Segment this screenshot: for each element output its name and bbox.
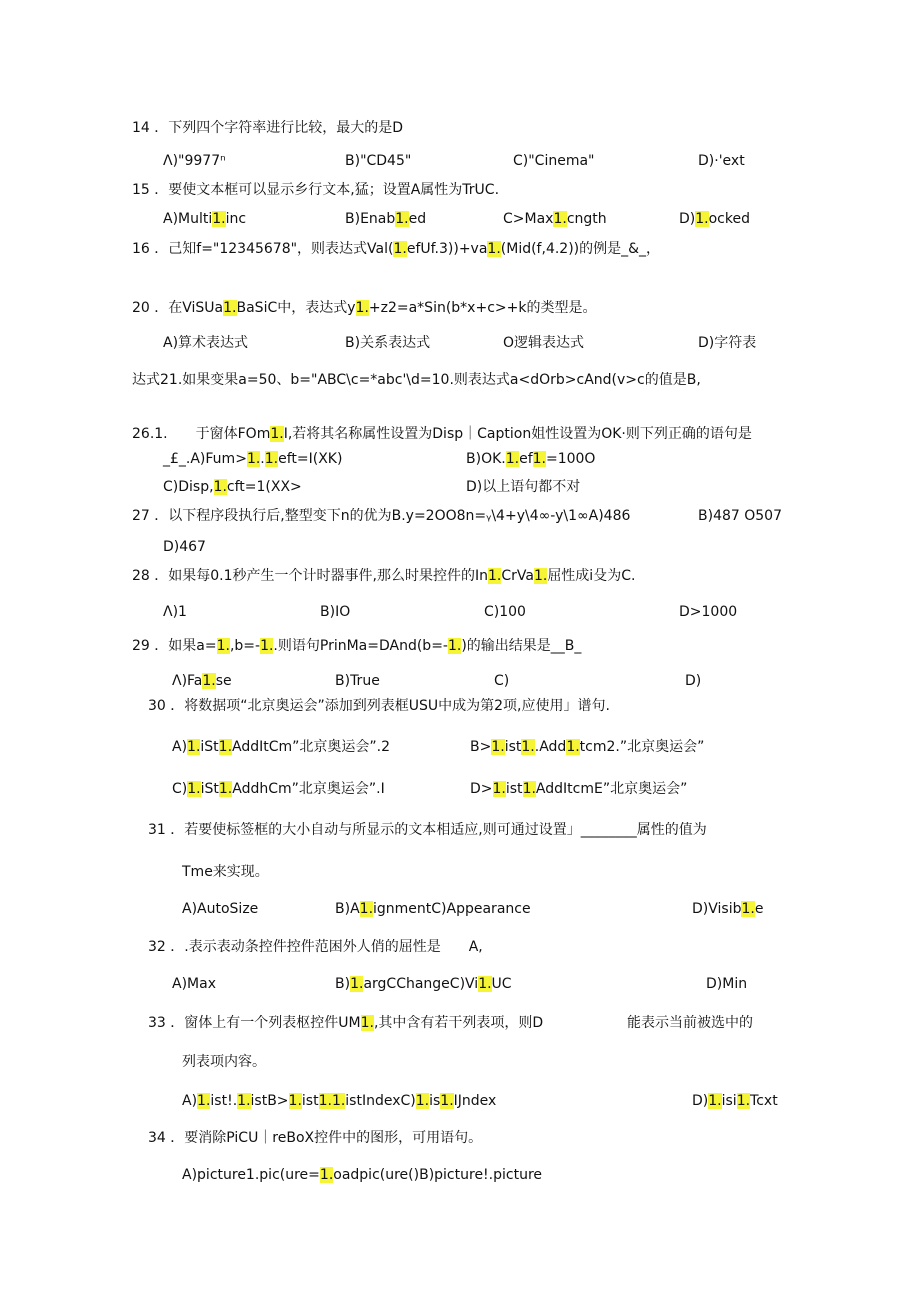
text-segment: Tcxt (750, 1093, 778, 1109)
text-segment: 27 ．以下程序段执行后,整型变下n的优为 (132, 508, 392, 524)
text-segment: 29 ．如果a= (132, 638, 217, 654)
text-segment: C)"Cinema" (513, 153, 595, 169)
text-segment: A (410, 182, 421, 198)
text-segment: B)关系表达式 (345, 335, 431, 351)
text-line (172, 737, 390, 757)
text-segment: 屈性成i殳为 (547, 568, 622, 584)
text-segment: .y=2OO8n=ᵧ\4+y\4∞-y\1∞A)486 (401, 508, 631, 524)
text-line (163, 477, 302, 497)
text-segment: B)IO (320, 604, 351, 620)
text-segment: 20 ．在ViSUa (132, 300, 224, 316)
text-line (685, 671, 701, 691)
text-segment: A) (172, 739, 188, 755)
text-line (148, 1013, 543, 1033)
text-segment: C (621, 568, 631, 584)
text-segment: ed (408, 211, 427, 227)
text-segment: 15 ．要使文本框可以显示乡行文本,猛；设置 (132, 182, 411, 198)
text-segment: 31 ．若要使标签框的大小自动与所显示的文本相适应,则可通过设置」________属性的值为 (148, 822, 707, 838)
highlighted-text: 1. (218, 781, 233, 797)
highlighted-text: 1. (197, 1093, 211, 1109)
text-segment: A)Max (172, 976, 216, 992)
text-segment: =100O (545, 451, 596, 467)
highlighted-text: 1. (264, 451, 279, 467)
highlighted-text: 1. (318, 1093, 332, 1109)
text-segment: D)·'ext (698, 153, 745, 169)
text-segment: D)Visib (692, 901, 742, 917)
text-segment: .则语句PrinMa=DAnd(b=- (273, 638, 448, 654)
text-line (163, 449, 342, 469)
text-line (692, 1091, 778, 1111)
text-line (345, 151, 411, 171)
text-segment: D)467 (163, 539, 206, 555)
text-line (698, 333, 756, 353)
highlighted-text: 1. (360, 1015, 374, 1031)
text-segment: ignmentC)Appearance (373, 901, 531, 917)
text-segment: 属性为TrUC. (420, 182, 500, 198)
highlighted-text: 1. (187, 739, 201, 755)
text-line (172, 779, 385, 799)
text-segment: ist (301, 1093, 319, 1109)
text-line (335, 974, 512, 994)
text-segment: 30 ．将数据项“北京奥运会”添加到列表框USU中成为第2项,应使用」谱句. (148, 698, 610, 714)
text-segment: AddItCm”北京奥运会”.2 (232, 739, 391, 755)
text-line (163, 333, 248, 353)
text-segment: )的输出结果是__B_ (461, 638, 582, 654)
text-line (132, 506, 630, 526)
text-line (148, 1128, 482, 1148)
text-segment: A)算术表达式 (163, 335, 249, 351)
text-line (470, 737, 704, 757)
text-segment: iSt (200, 781, 219, 797)
text-segment: se (215, 673, 232, 689)
text-line (470, 779, 687, 799)
text-line (172, 974, 216, 994)
text-segment: 28 ．如果每0.1秒产生一个计时器事件,那么时果控件的In (132, 568, 488, 584)
text-line (132, 370, 701, 390)
text-segment: ef (519, 451, 533, 467)
text-segment: B> (470, 739, 492, 755)
text-segment: cngth (566, 211, 607, 227)
text-line (335, 671, 380, 691)
text-line (679, 602, 737, 622)
highlighted-text: 1. (521, 739, 535, 755)
highlighted-text: 1. (492, 781, 506, 797)
text-segment: A)picture1.pic(ure= (182, 1167, 320, 1183)
highlighted-text: 1. (505, 451, 520, 467)
text-segment: istB> (250, 1093, 289, 1109)
highlighted-text: 1. (395, 211, 409, 227)
text-segment: tcm2.”北京奥运会” (579, 739, 705, 755)
text-line (320, 602, 350, 622)
highlighted-text: 1. (491, 739, 505, 755)
text-line (345, 333, 430, 353)
text-segment: iSt (200, 739, 219, 755)
text-segment: . (260, 451, 265, 467)
text-segment: B)Enab (345, 211, 396, 227)
text-line (132, 118, 403, 138)
text-segment: +z2=a*Sin(b*x+c>+k的类型是。 (368, 300, 597, 316)
highlighted-text: 1. (331, 1093, 346, 1109)
text-line (132, 298, 596, 318)
highlighted-text: 1. (695, 211, 709, 227)
text-segment: A)Multi (163, 211, 213, 227)
text-segment: 33 ．窗体上有一个列表枢控件UM (148, 1015, 361, 1031)
highlighted-text: 1. (533, 568, 548, 584)
text-segment: I,若将其名称属性设置为Disp｜Caption姐性设置为OK·则下列正确的语句是 (283, 426, 752, 442)
text-line (132, 180, 499, 200)
highlighted-text: 1. (393, 241, 407, 257)
text-segment: D (532, 1015, 544, 1031)
text-line (503, 333, 584, 353)
text-line (335, 899, 531, 919)
text-line (132, 239, 660, 259)
text-segment: A (468, 939, 479, 955)
text-segment: AddItcmE”北京奥运会” (535, 781, 688, 797)
text-segment: B)A (335, 901, 360, 917)
text-segment: .Add (534, 739, 567, 755)
text-segment: Λ)"9977ⁿ (163, 153, 226, 169)
text-segment: AddhCm”北京奥运会”.I (232, 781, 385, 797)
text-line (182, 899, 258, 919)
text-segment: IJndex (453, 1093, 497, 1109)
text-line (163, 602, 187, 622)
text-segment: ocked (708, 211, 750, 227)
highlighted-text: 1. (736, 1093, 751, 1109)
text-segment: B) (335, 976, 351, 992)
text-segment: UC (491, 976, 512, 992)
text-segment: B (391, 508, 402, 524)
text-segment: argCChangeC)Vi (363, 976, 479, 992)
highlighted-text: 1. (216, 638, 230, 654)
text-segment: 达式21.如果变果a=50、b="ABC\c=*abc'\d=10.则表达式a<dOrb>cAnd(v>c的值是B, (132, 372, 701, 388)
text-line (182, 862, 269, 882)
text-segment: D) (685, 673, 702, 689)
text-segment: Λ)Fa (172, 673, 203, 689)
text-line (503, 209, 607, 229)
text-segment: efUf.3))+va (406, 241, 488, 257)
text-line (345, 209, 426, 229)
text-segment: A) (182, 1093, 198, 1109)
text-segment: 14 ．下列四个字符率进行比较，最大的是D (132, 120, 404, 136)
text-segment: ,其中含有若干列表项，则 (373, 1015, 533, 1031)
highlighted-text: 1. (741, 901, 755, 917)
text-line (698, 151, 745, 171)
text-segment: 26.1. 于窗体FOm (132, 426, 271, 442)
highlighted-text: 1. (532, 451, 546, 467)
highlighted-text: 1. (260, 638, 274, 654)
text-line (163, 537, 206, 557)
text-segment: , (478, 939, 483, 955)
highlighted-text: 1. (478, 976, 492, 992)
highlighted-text: 1. (237, 1093, 251, 1109)
text-segment: Tme来实现。 (182, 864, 269, 880)
text-segment: 16 ．己知f="12345678"，则表达式Val( (132, 241, 394, 257)
text-line (513, 151, 594, 171)
highlighted-text: 1. (522, 781, 536, 797)
text-segment: CrVa (501, 568, 534, 584)
text-segment: B)True (335, 673, 380, 689)
text-line (466, 477, 580, 497)
text-line (494, 671, 509, 691)
text-line (182, 1052, 266, 1072)
text-segment: A)AutoSize (182, 901, 259, 917)
highlighted-text: 1. (288, 1093, 302, 1109)
text-line (148, 937, 483, 957)
highlighted-text: 1. (566, 739, 580, 755)
text-segment: isi (721, 1093, 737, 1109)
text-segment: ist (504, 739, 522, 755)
highlighted-text: 1. (415, 1093, 430, 1109)
text-segment: D)字符表 (698, 335, 757, 351)
highlighted-text: 1. (708, 1093, 722, 1109)
text-segment: Λ)1 (163, 604, 187, 620)
text-line (132, 566, 635, 586)
text-segment: BaSiC中，表达式y (236, 300, 356, 316)
text-segment: inc (225, 211, 247, 227)
text-segment: D>1000 (679, 604, 738, 620)
text-line (148, 820, 707, 840)
text-segment: e (754, 901, 764, 917)
text-line (163, 151, 226, 171)
highlighted-text: 1. (350, 976, 364, 992)
text-segment: D)以上语句都不对 (466, 479, 581, 495)
text-segment: 34 ．要消除PiCU｜reBoX控件中的图形，可用语句。 (148, 1130, 483, 1146)
text-segment: C)100 (484, 604, 526, 620)
highlighted-text: 1. (359, 901, 374, 917)
highlighted-text: 1. (355, 300, 369, 316)
text-segment: C) (494, 673, 510, 689)
text-line (466, 449, 595, 469)
text-segment: D)Min (706, 976, 748, 992)
text-segment: 列表项内容。 (182, 1054, 266, 1070)
text-line (172, 671, 232, 691)
text-segment: B)487 O507 (698, 508, 782, 524)
text-line (706, 974, 747, 994)
text-segment: oadpic(ure()B)picture!.picture (333, 1167, 543, 1183)
text-segment: B)OK. (466, 451, 506, 467)
text-segment: D> (470, 781, 493, 797)
text-segment: D) (679, 211, 696, 227)
text-segment: D) (692, 1093, 709, 1109)
highlighted-text: 1. (246, 451, 261, 467)
text-line (182, 1091, 496, 1111)
text-line (698, 506, 782, 526)
text-segment: istIndexC) (345, 1093, 416, 1109)
text-segment: is (429, 1093, 441, 1109)
highlighted-text: 1. (487, 568, 502, 584)
highlighted-text: 1. (270, 426, 284, 442)
text-segment: ist (505, 781, 523, 797)
highlighted-text: 1. (440, 1093, 454, 1109)
highlighted-text: 1. (213, 479, 227, 495)
text-segment: cft=1(XX> (226, 479, 302, 495)
text-line (132, 424, 752, 444)
highlighted-text: 1. (553, 211, 567, 227)
highlighted-text: 1. (218, 739, 233, 755)
text-segment: 32 ．.表示表动条控件控件范困外人俏的屈性是 (148, 939, 469, 955)
text-line (132, 636, 581, 656)
text-segment: _£_.A)Fum> (163, 451, 247, 467)
highlighted-text: 1. (487, 241, 501, 257)
text-line (627, 1013, 753, 1033)
text-line (692, 899, 763, 919)
highlighted-text: 1. (212, 211, 226, 227)
text-segment: eft=I(XK) (278, 451, 343, 467)
text-segment: O逻辑表达式 (503, 335, 585, 351)
text-segment: B)"CD45" (345, 153, 412, 169)
text-segment: (Mid(f,4.2))的例是_&_， (500, 241, 661, 257)
text-segment: C) (172, 781, 188, 797)
highlighted-text: 1. (223, 300, 237, 316)
text-line (484, 602, 526, 622)
highlighted-text: 1. (202, 673, 216, 689)
text-line (679, 209, 750, 229)
text-line (182, 1165, 542, 1185)
text-segment: 能表示当前被选中的 (627, 1015, 753, 1031)
text-line (163, 209, 246, 229)
text-line (148, 696, 610, 716)
text-segment: ist!. (210, 1093, 238, 1109)
text-segment: ,b=- (229, 638, 261, 654)
text-segment: C>Max (503, 211, 554, 227)
highlighted-text: 1. (187, 781, 201, 797)
text-segment: . (630, 568, 636, 584)
highlighted-text: 1. (319, 1167, 334, 1183)
highlighted-text: 1. (447, 638, 462, 654)
text-segment: C)Disp, (163, 479, 214, 495)
